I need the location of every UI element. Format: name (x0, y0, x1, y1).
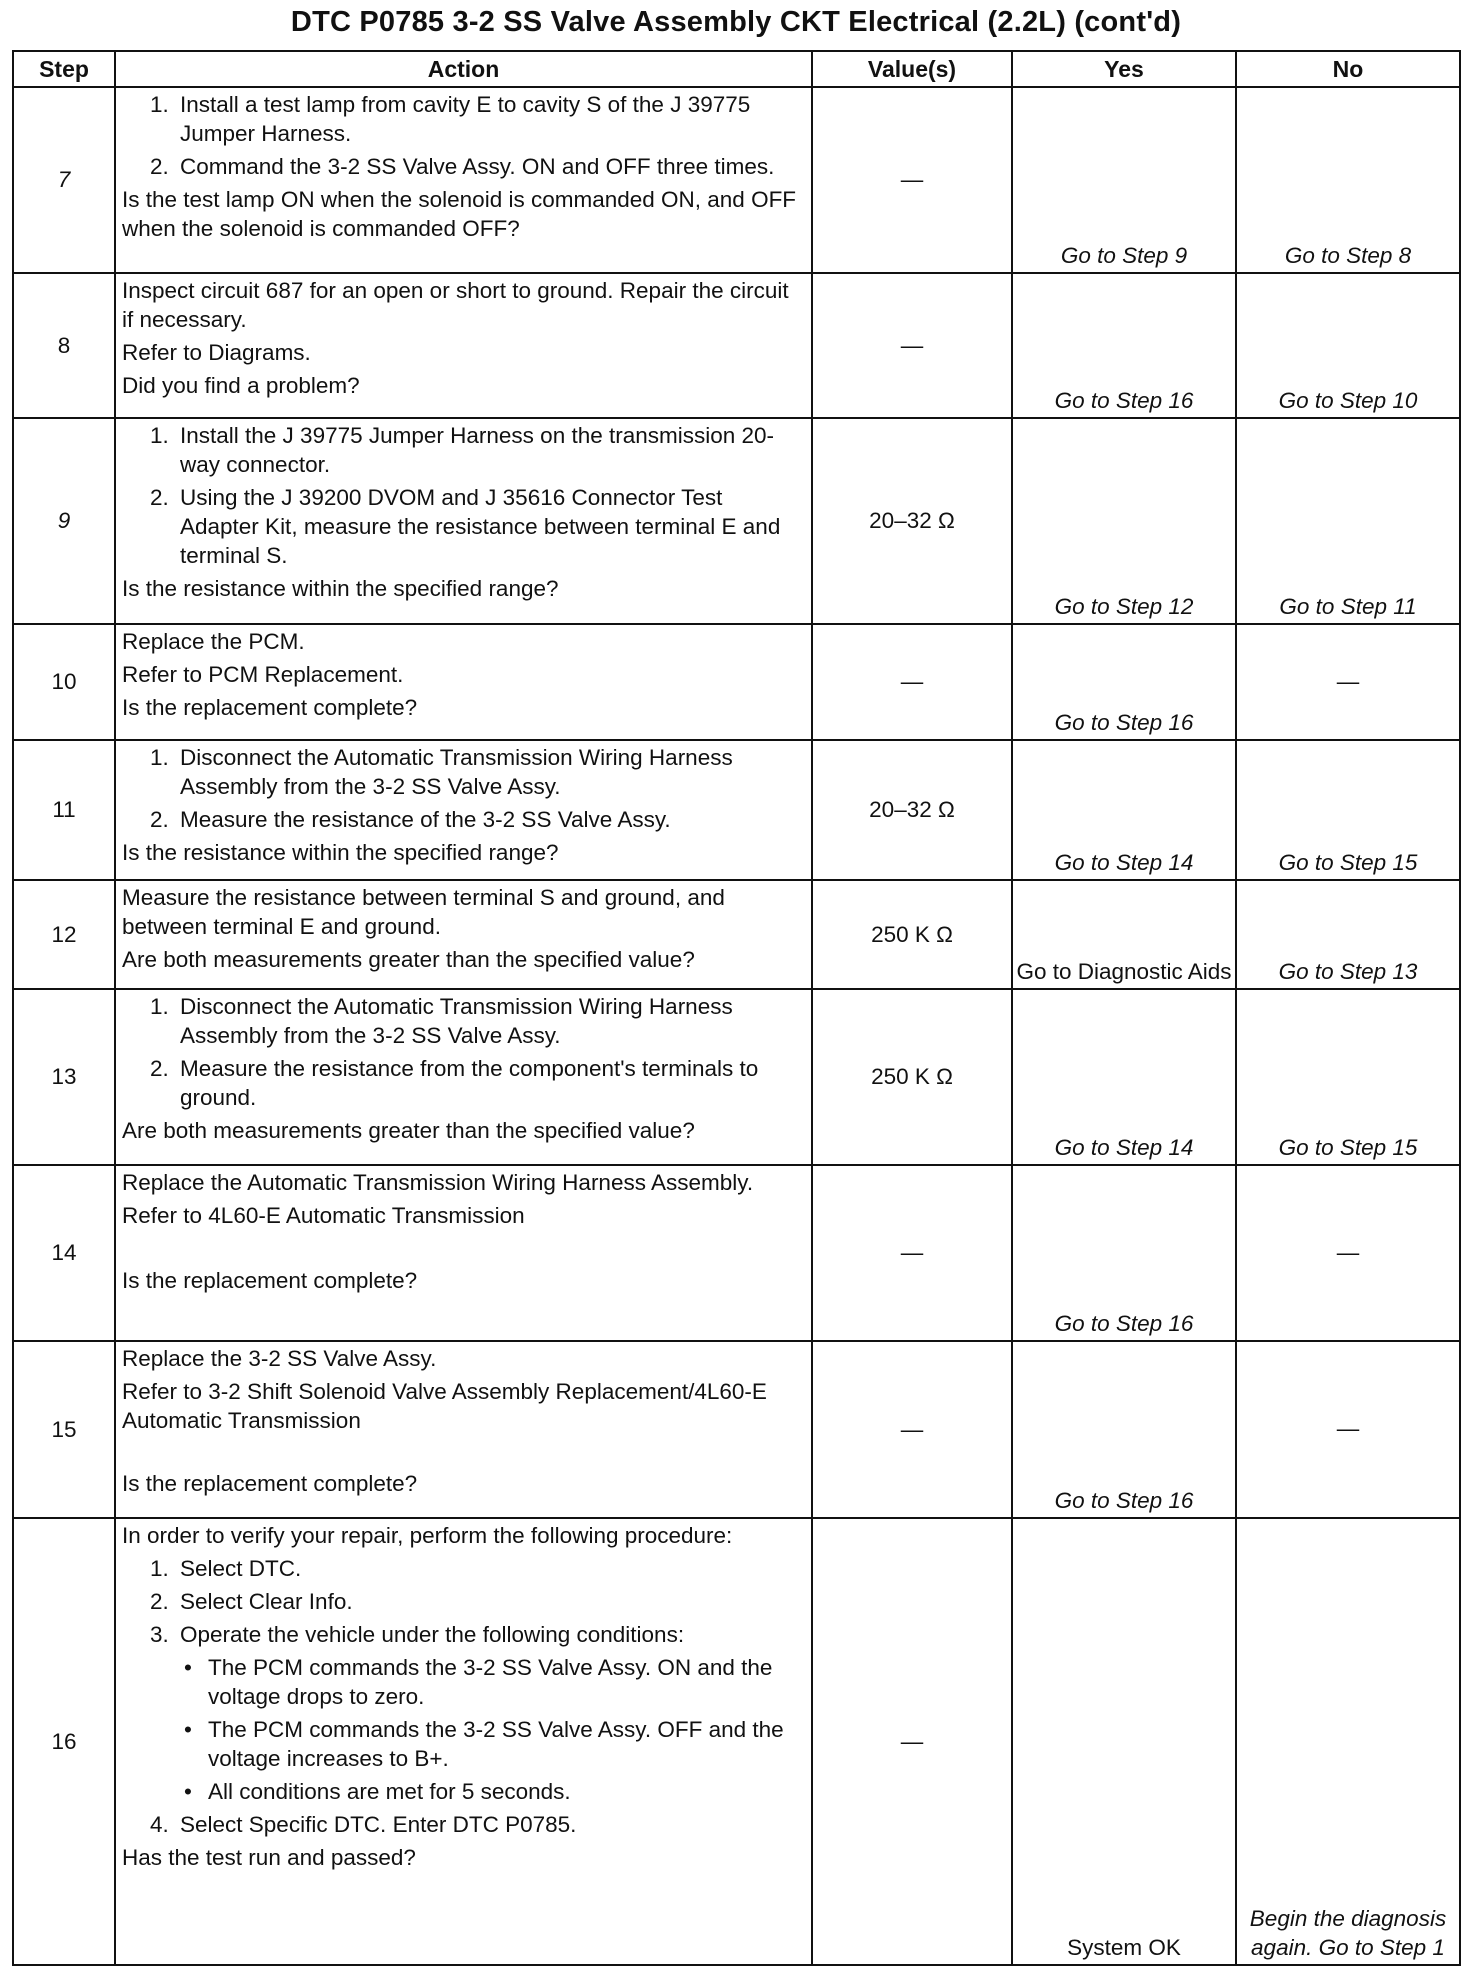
step-number: 10 (13, 624, 115, 740)
yes-cell: Go to Step 14 (1012, 989, 1236, 1165)
question-text: Is the resistance within the specified range? (122, 576, 559, 601)
page-title: DTC P0785 3-2 SS Valve Assembly CKT Electrical (2.2L) (cont'd) (290, 6, 1182, 38)
action-cell: Replace the 3-2 SS Valve Assy. Refer to 3-2 Shift Solenoid Valve Assembly Replacement/4L60-E Automatic Transmission Is the replacement complete? (115, 1341, 812, 1518)
value-cell: — (812, 1518, 1012, 1965)
header-value: Value(s) (812, 51, 1012, 87)
step-number: 7 (13, 87, 115, 273)
table-row (13, 624, 1460, 740)
no-cell: Begin the diagnosis again. Go to Step 1 (1236, 1518, 1460, 1965)
value-cell: 250 K Ω (812, 880, 1012, 989)
table-row (13, 273, 1460, 418)
yes-cell: Go to Step 14 (1012, 740, 1236, 880)
no-cell: — (1236, 1165, 1460, 1341)
table-row (13, 1518, 1460, 1965)
table-row (13, 989, 1460, 1165)
yes-cell: Go to Step 16 (1012, 624, 1236, 740)
question-text: Are both measurements greater than the specified value? (122, 1118, 695, 1143)
table-row (13, 1341, 1460, 1518)
yes-cell: Go to Step 12 (1012, 418, 1236, 624)
no-cell: — (1236, 1341, 1460, 1518)
yes-cell: System OK (1012, 1518, 1236, 1965)
table-row (13, 740, 1460, 880)
step-number: 8 (13, 273, 115, 418)
question-text: Is the replacement complete? (122, 695, 418, 720)
question-text: Are both measurements greater than the specified value? (122, 947, 695, 972)
action-cell (115, 989, 812, 1165)
bullet-item: • The PCM commands the 3-2 SS Valve Assy. OFF and the voltage increases to B+. (184, 1717, 784, 1771)
no-cell: Go to Step 11 (1236, 418, 1460, 624)
yes-cell: Go to Diagnostic Aids (1012, 880, 1236, 989)
diagnostic-table (12, 50, 1461, 1966)
step-number: 15 (13, 1341, 115, 1518)
value-cell: — (812, 273, 1012, 418)
no-cell: — (1236, 624, 1460, 740)
question-text: Did you find a problem? (122, 373, 360, 398)
action-cell: Measure the resistance between terminal S and ground, and between terminal E and ground. Are both measurements greater than the specified value? (115, 880, 812, 989)
bullet-item: • The PCM commands the 3-2 SS Valve Assy. ON and the voltage drops to zero. (184, 1655, 773, 1709)
header-yes: Yes (1012, 51, 1236, 87)
header-step: Step (13, 51, 115, 87)
yes-cell: Go to Step 16 (1012, 1165, 1236, 1341)
value-cell: 20–32 Ω (812, 740, 1012, 880)
value-cell: 20–32 Ω (812, 418, 1012, 624)
numbered-item: 1. Install the J 39775 Jumper Harness on the transmission 20-way connector. (150, 423, 775, 477)
table-row (13, 880, 1460, 989)
numbered-item: 4. Select Specific DTC. Enter DTC P0785. (150, 1812, 577, 1837)
header-action: Action (115, 51, 812, 87)
question-text: Is the resistance within the specified range? (122, 840, 559, 865)
no-cell: Go to Step 13 (1236, 880, 1460, 989)
step-number: 14 (13, 1165, 115, 1341)
header-no: No (1236, 51, 1460, 87)
numbered-item: 2. Measure the resistance from the component's terminals to ground. (150, 1056, 759, 1110)
table-row (13, 418, 1460, 624)
step-number: 16 (13, 1518, 115, 1965)
no-cell: Go to Step 8 (1236, 87, 1460, 273)
action-cell: In order to verify your repair, perform the following procedure: 1. Select DTC. 2. Select Clear Info. 3. Operate the vehicle under the following conditions: • The PCM commands the 3-2 SS Valve Assy. ON and the voltage drops to zero. • The PCM commands the 3-2 SS Valve Assy. OFF and the voltage increases to B+. • All conditions are met for 5 seconds. 4. Select Specific DTC. Enter DTC P0785. Has the test run and passed? (115, 1518, 812, 1965)
question-text: Is the replacement complete? (122, 1268, 418, 1293)
action-cell (115, 740, 812, 880)
no-cell: Go to Step 15 (1236, 989, 1460, 1165)
numbered-item: 2. Select Clear Info. (150, 1589, 353, 1614)
header-row (13, 51, 1460, 87)
yes-cell: Go to Step 16 (1012, 273, 1236, 418)
no-cell: Go to Step 10 (1236, 273, 1460, 418)
bullet-item: • All conditions are met for 5 seconds. (184, 1779, 571, 1804)
value-cell: — (812, 624, 1012, 740)
numbered-item: 1. Select DTC. (150, 1556, 302, 1581)
question-text: Has the test run and passed? (122, 1845, 416, 1870)
numbered-item: 1. Install a test lamp from cavity E to cavity S of the J 39775 Jumper Harness. (150, 92, 751, 146)
yes-cell: Go to Step 9 (1012, 87, 1236, 273)
action-cell (115, 418, 812, 624)
question-text: Is the replacement complete? (122, 1471, 418, 1496)
numbered-item: 1. Disconnect the Automatic Transmission Wiring Harness Assembly from the 3-2 SS Valve Assy. (150, 994, 733, 1048)
numbered-item: 2. Using the J 39200 DVOM and J 35616 Connector Test Adapter Kit, measure the resistance between terminal E and terminal S. (150, 485, 781, 568)
no-cell: Go to Step 15 (1236, 740, 1460, 880)
action-cell: Replace the PCM. Refer to PCM Replacement. Is the replacement complete? (115, 624, 812, 740)
question-text: Is the test lamp ON when the solenoid is commanded ON, and OFF when the solenoid is commanded OFF? (122, 187, 797, 241)
value-cell: 250 K Ω (812, 989, 1012, 1165)
step-number: 9 (13, 418, 115, 624)
value-cell: — (812, 87, 1012, 273)
action-cell: Replace the Automatic Transmission Wiring Harness Assembly. Refer to 4L60-E Automatic Transmission Is the replacement complete? (115, 1165, 812, 1341)
action-cell (115, 87, 812, 273)
table-row (13, 1165, 1460, 1341)
action-cell: Inspect circuit 687 for an open or short to ground. Repair the circuit if necessary. Refer to Diagrams. Did you find a problem? (115, 273, 812, 418)
table-row (13, 87, 1460, 273)
numbered-item: 2. Command the 3-2 SS Valve Assy. ON and OFF three times. (150, 154, 775, 179)
step-number: 12 (13, 880, 115, 989)
numbered-item: 2. Measure the resistance of the 3-2 SS Valve Assy. (150, 807, 671, 832)
step-number: 11 (13, 740, 115, 880)
step-number: 13 (13, 989, 115, 1165)
numbered-item: 3. Operate the vehicle under the following conditions: (150, 1622, 685, 1647)
yes-cell: Go to Step 16 (1012, 1341, 1236, 1518)
value-cell: — (812, 1341, 1012, 1518)
numbered-item: 1. Disconnect the Automatic Transmission Wiring Harness Assembly from the 3-2 SS Valve Assy. (150, 745, 733, 799)
value-cell: — (812, 1165, 1012, 1341)
